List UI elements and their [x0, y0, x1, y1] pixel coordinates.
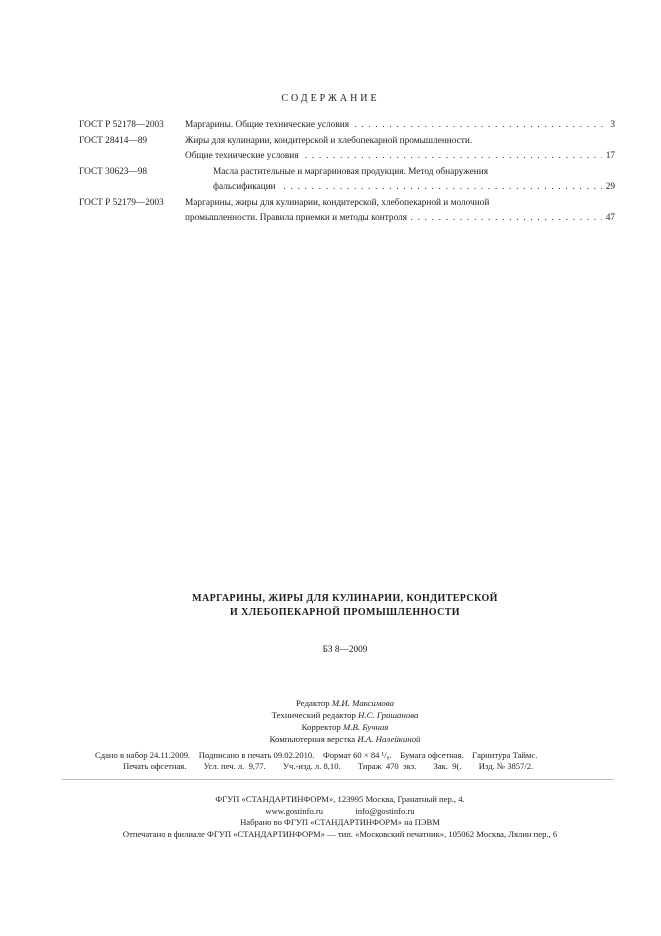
toc-entry-title: Масла растительные и маргариновая продукция. Метод обнаружения [213, 166, 488, 177]
publisher-info [0, 794, 661, 840]
toc-entry-title: Общие технические условия . . . [185, 149, 615, 165]
toc-entry-title: промышленности. Правила приемки и методы контроля . . . [185, 211, 615, 227]
toc-entry-page: 47 [602, 211, 615, 227]
toc-entry-title: Жиры для кулинарии, кондитерской и хлебопекарной промышленности. [185, 135, 473, 146]
toc-heading: СОДЕРЖАНИЕ [281, 93, 380, 104]
toc-entry-code: ГОСТ 28414—89 [79, 135, 148, 146]
toc-entry-continuation [79, 149, 615, 165]
toc-entry-title: фальсификации . . . [213, 180, 615, 196]
publisher-address: ФГУП «СТАНДАРТИНФОРМ», 123995 Москва, Гранатный пер., 4. [215, 794, 465, 804]
toc-entry[interactable] [79, 196, 615, 212]
toc-entry-continuation [79, 180, 615, 196]
corrector-credit: Корректор М.В. Бучная [301, 722, 389, 732]
toc-entry-code: ГОСТ 30623—98 [79, 166, 148, 177]
bz-number: БЗ 8—2009 [322, 645, 368, 655]
editorial-credits [0, 697, 661, 745]
table-of-contents [79, 118, 615, 227]
editor-credit: Редактор М.И. Максимова [296, 698, 394, 708]
toc-entry[interactable] [79, 118, 615, 134]
toc-entry-page: 17 [602, 149, 615, 165]
collection-title-line2: И ХЛЕБОПЕКАРНОЙ ПРОМЫШЛЕННОСТИ [230, 607, 460, 618]
publisher-email-link[interactable]: info@gostinfo.ru [355, 805, 415, 816]
collection-title-line1: МАРГАРИНЫ, ЖИРЫ ДЛЯ КУЛИНАРИИ, КОНДИТЕРСКОЙ [192, 593, 498, 604]
publisher-website-link[interactable]: www.gostinfo.ru [265, 805, 324, 816]
toc-entry-continuation [79, 211, 615, 227]
divider [62, 779, 614, 780]
printing-note: Отпечатано в филиале ФГУП «СТАНДАРТИНФОРМ» — тип. «Московский печатник», 105062 Москва, Лялин пер., 6 [122, 828, 558, 839]
toc-entry[interactable] [79, 165, 615, 181]
toc-entry-title: Маргарины. Общие технические условия . . . [185, 118, 615, 134]
typeset-note: Набрано во ФГУП «СТАНДАРТИНФОРМ» на ПЭВМ [240, 817, 440, 827]
toc-entry-code: ГОСТ Р 52179—2003 [79, 197, 164, 208]
imprint-line1: Сдано в набор 24.11.2009. Подписано в печать 09.02.2010. Формат 60 × 84 ¹/₈. Бумага офсетная. Гарнитура Таймс. [95, 750, 538, 760]
imprint-line2: Печать офсетная. Усл. печ. л. 9,77. Уч.-изд. л. 8,10. Тираж 470 экз. Зак. 9(. Изд. № 3857/2. [123, 761, 534, 771]
toc-entry-page: 29 [602, 180, 615, 196]
layout-credit: Компьютерная верстка И.А. Налейкиной [269, 734, 421, 744]
toc-entry-title: Маргарины, жиры для кулинарии, кондитерской, хлебопекарной и молочной [185, 197, 490, 208]
publisher-contacts [0, 806, 661, 818]
toc-entry-code: ГОСТ Р 52178—2003 [79, 120, 164, 130]
tech-editor-credit: Технический редактор Н.С. Гришанова [271, 710, 419, 720]
toc-entry[interactable] [79, 134, 615, 150]
print-imprint [95, 750, 537, 772]
toc-entry-page: 3 [606, 118, 615, 134]
